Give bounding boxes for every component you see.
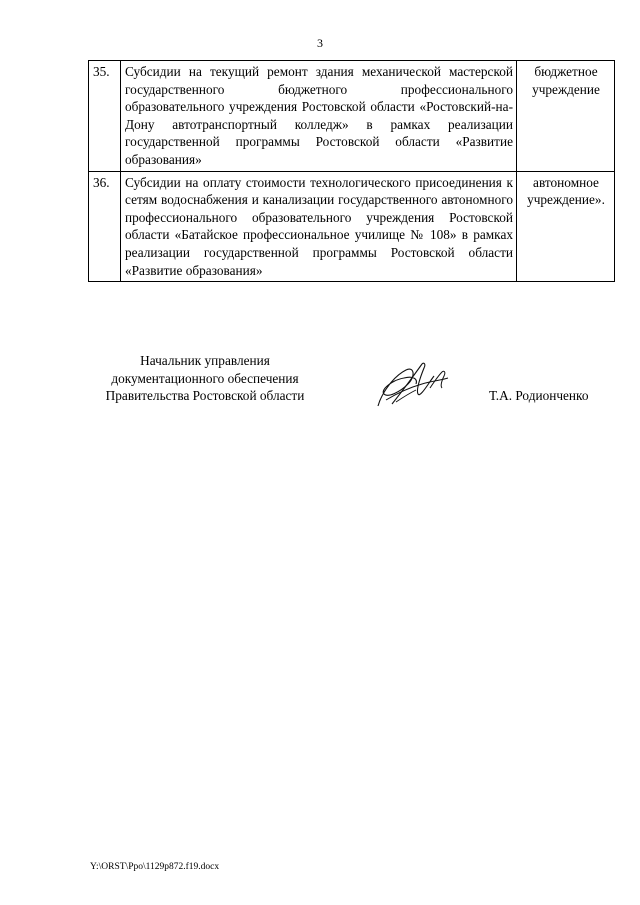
subsidies-table: [88, 60, 615, 282]
row-number: 35.: [89, 61, 121, 172]
table-row: [89, 171, 615, 282]
row-description: Субсидии на текущий ремонт здания механической мастерской государственного бюджетного профессионального образовательного учреждения Ростовской области «Ростовский-на-Дону автотранспортный колледж» в рамках реализации государственной программы Ростовской области «Развитие образования»: [121, 61, 517, 172]
signatory-title-line: Правительства Ростовской области: [105, 388, 305, 404]
table-row: [89, 61, 615, 172]
row-description: Субсидии на оплату стоимости технологического присоединения к сетям водоснабжения и канализации государственного автономного профессионального образовательного учреждения Ростовской области «Батайское профессиональное училище № 108» в рамках реализации государственной программы Ростовской области «Развитие образования»: [121, 171, 517, 282]
file-path-footer: Y:\ORST\Ppo\1129p872.f19.docx: [90, 862, 220, 872]
signatory-title-line: Начальник управления: [140, 353, 270, 368]
row-number: 36.: [89, 171, 121, 282]
signatory-name: Т.А. Родионченко: [489, 388, 589, 403]
handwritten-signature: [372, 354, 462, 414]
row-institution-type: автономное учреждение».: [517, 171, 615, 282]
page-number: 3: [317, 36, 323, 50]
signatory-title-line: документационного обеспечения: [111, 370, 299, 386]
signatory-title: [86, 352, 324, 405]
row-institution-type: бюджетное учреждение: [517, 61, 615, 172]
